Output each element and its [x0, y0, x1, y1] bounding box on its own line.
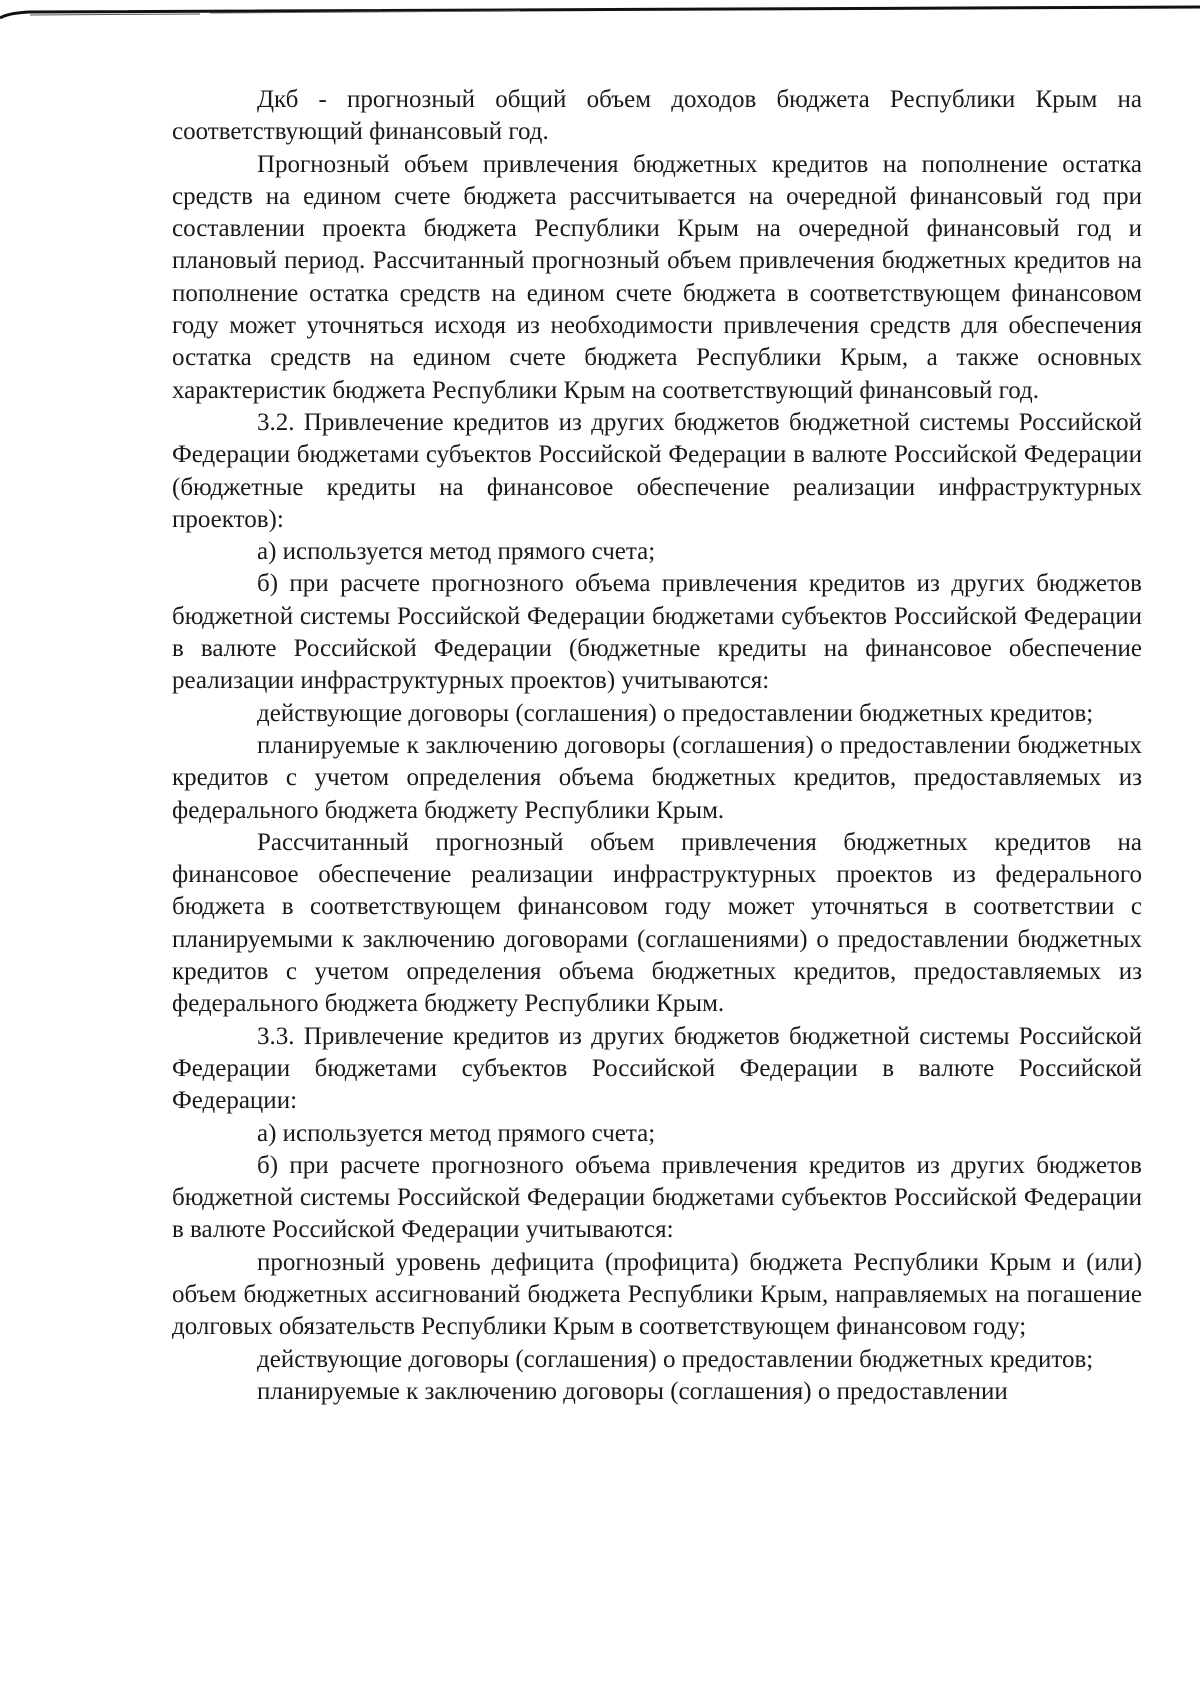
document-page: [172, 84, 1142, 1408]
paragraph-3-3-planned-agreements: планируемые к заключению договоры (соглашения) о предоставлении: [257, 1377, 1008, 1405]
paragraph-forecast-volume: Прогнозный объем привлечения бюджетных кредитов на пополнение остатка средств на едином счете бюджета рассчитывается на очередной финансовый год при составлении проекта бюджета Республики Крым на очередной финансовый год и плановый период. Рассчитанный прогнозный объем привлечения бюджетных кредитов на пополнение остатка средств на едином счете бюджета в соответствующем финансовом году может уточняться исходя из необходимости привлечения средств для обеспечения остатка средств на едином счете бюджета Республики Крым, а также основных характеристик бюджета Республики Крым на соответствующий финансовый год.: [172, 150, 1142, 404]
paragraph-3-2-calculated-volume: Рассчитанный прогнозный объем привлечения бюджетных кредитов на финансовое обеспечение реализации инфраструктурных проектов из федерального бюджета в соответствующем финансовом году может уточняться в соответствии с планируемыми к заключению договорами (соглашениями) о предоставлении бюджетных кредитов с учетом определения объема бюджетных кредитов, предоставляемых из федерального бюджета бюджету Республики Крым.: [172, 828, 1142, 1018]
paragraph-3-2-existing-agreements: действующие договоры (соглашения) о предоставлении бюджетных кредитов;: [257, 699, 1094, 727]
paragraph-3-3-existing-agreements: действующие договоры (соглашения) о предоставлении бюджетных кредитов;: [257, 1345, 1094, 1373]
paragraph-section-3-3: 3.3. Привлечение кредитов из других бюджетов бюджетной системы Российской Федерации бюджетами субъектов Российской Федерации в валюте Российской Федерации:: [172, 1022, 1142, 1115]
paragraph-dkb-definition: Дкб - прогнозный общий объем доходов бюджета Республики Крым на соответствующий финансовый год.: [172, 86, 1142, 146]
paragraph-3-3-item-a: а) используется метод прямого счета;: [257, 1119, 656, 1147]
paragraph-section-3-2: 3.2. Привлечение кредитов из других бюджетов бюджетной системы Российской Федерации бюджетами субъектов Российской Федерации в валюте Российской Федерации (бюджетные кредиты на финансовое обеспечение реализации инфраструктурных проектов):: [172, 408, 1142, 533]
paragraph-3-3-deficit-level: прогнозный уровень дефицита (профицита) бюджета Республики Крым и (или) объем бюджетных ассигнований бюджета Республики Крым, направляемых на погашение долговых обязательств Республики Крым в соответствующем финансовом году;: [172, 1248, 1142, 1341]
paragraph-3-2-item-b: б) при расчете прогнозного объема привлечения кредитов из других бюджетов бюджетной системы Российской Федерации бюджетами субъектов Российской Федерации в валюте Российской Федерации (бюджетные кредиты на финансовое обеспечение реализации инфраструктурных проектов) учитываются:: [172, 570, 1142, 695]
paragraph-3-2-planned-agreements: планируемые к заключению договоры (соглашения) о предоставлении бюджетных кредитов с учетом определения объема бюджетных кредитов, предоставляемых из федерального бюджета бюджету Республики Крым.: [172, 731, 1142, 824]
scan-edge-artifact: [0, 0, 1200, 20]
paragraph-3-3-item-b: б) при расчете прогнозного объема привлечения кредитов из других бюджетов бюджетной системы Российской Федерации бюджетами субъектов Российской Федерации в валюте Российской Федерации учитываются:: [172, 1151, 1142, 1244]
paragraph-3-2-item-a: а) используется метод прямого счета;: [257, 538, 656, 566]
